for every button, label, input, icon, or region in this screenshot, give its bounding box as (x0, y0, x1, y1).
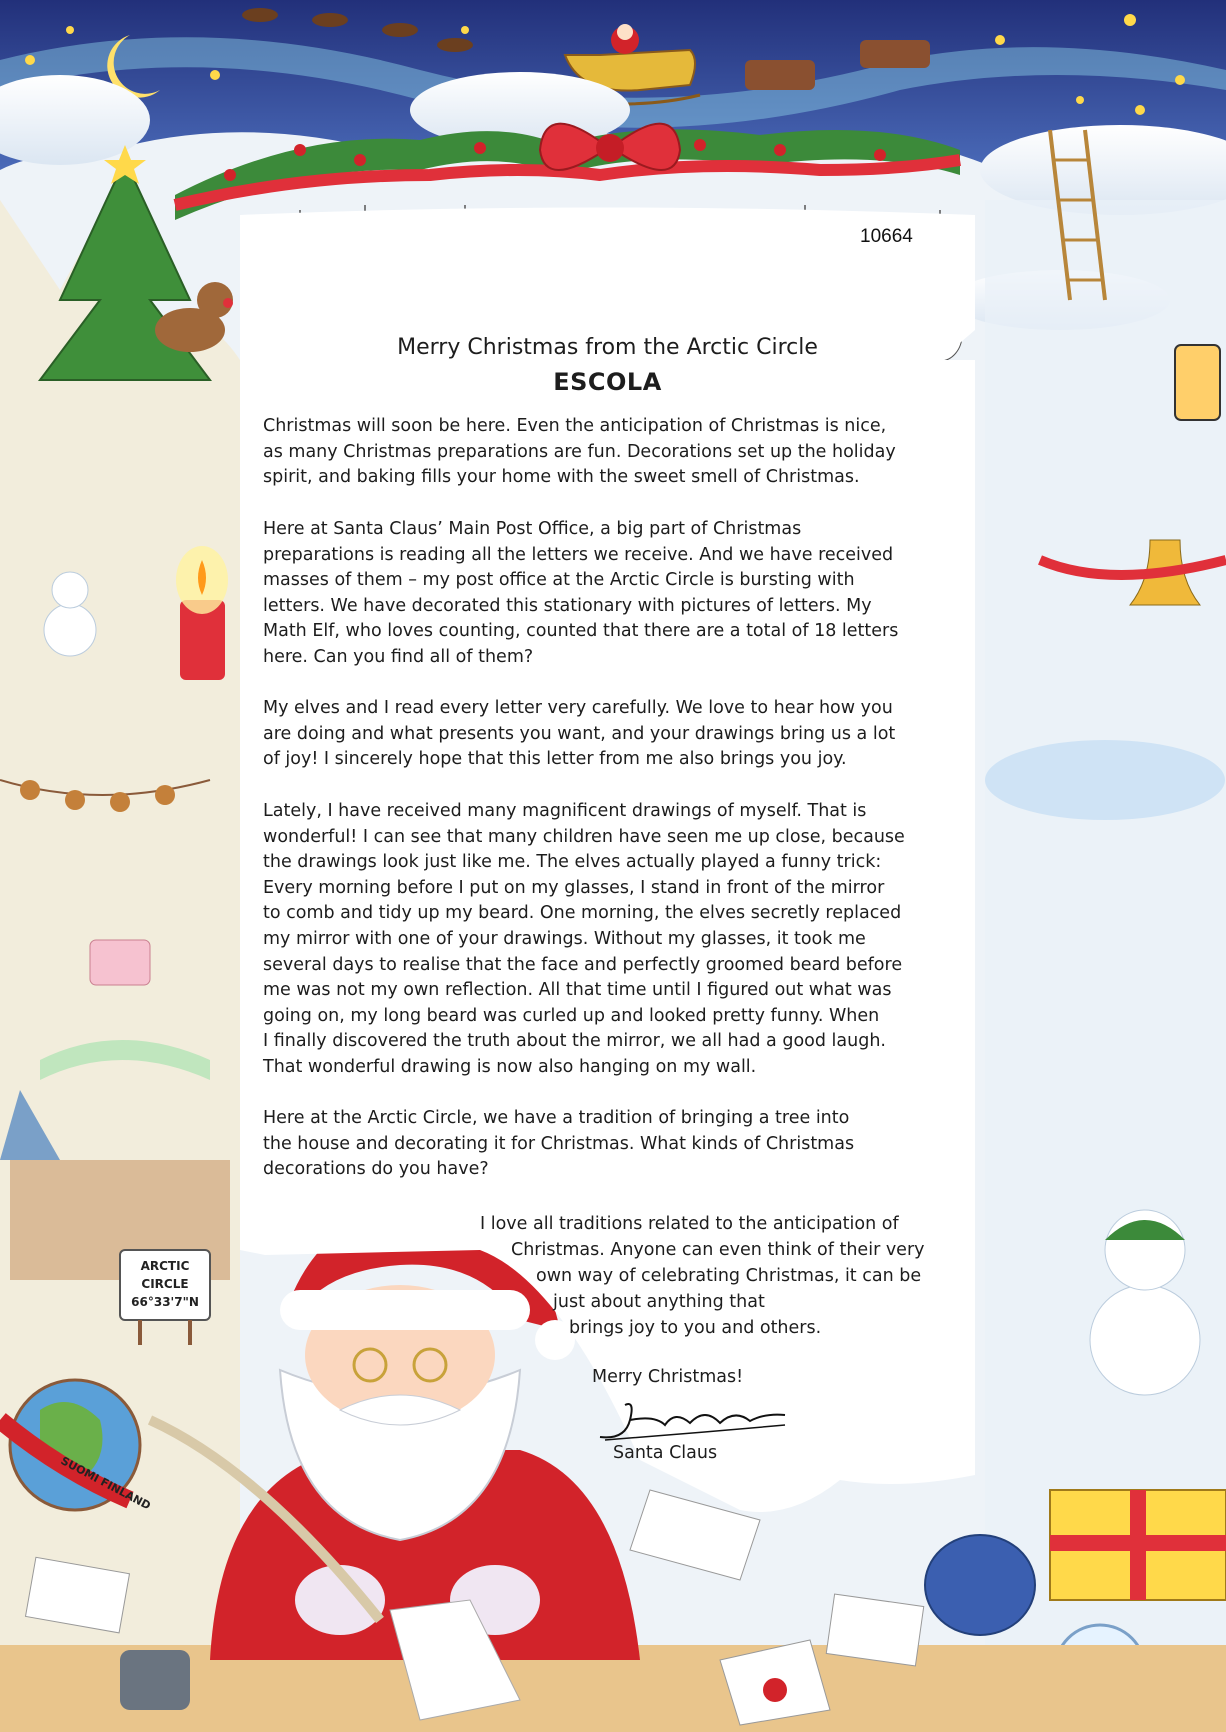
paragraph-line: Here at the Arctic Circle, we have a tradition of bringing a tree into (263, 1108, 850, 1128)
greeting: Merry Christmas! (592, 1367, 744, 1387)
signature-name: Santa Claus (613, 1443, 718, 1463)
paragraph-line: my mirror with one of your drawings. Without my glasses, it took me (263, 928, 866, 949)
santa-signature (595, 1395, 795, 1445)
paragraph-line: Lately, I have received many magnificent drawings of myself. That is (263, 801, 867, 821)
paragraph-line: decorations do you have? (263, 1159, 489, 1180)
paragraph-line: Here at Santa Claus’ Main Post Office, a big part of Christmas (263, 519, 802, 539)
paragraph-line: the house and decorating it for Christmas. What kinds of Christmas (263, 1133, 855, 1154)
serial-number: 10664 (860, 226, 913, 247)
paragraph-line: me was not my own reflection. All that time until I figured out what was (263, 980, 892, 1001)
paragraph-line: of joy! I sincerely hope that this letter from me also brings you joy. (263, 749, 847, 770)
closing-line: own way of celebrating Christmas, it can be (536, 1266, 922, 1286)
arctic-sign-line-2: CIRCLE (141, 1277, 189, 1291)
paragraph-line: I finally discovered the truth about the mirror, we all had a good laugh. (263, 1031, 886, 1052)
signature-script-text: Joulupukki (595, 1395, 601, 1396)
paragraph-line: going on, my long beard was curled up and looked pretty funny. When (263, 1005, 880, 1026)
paragraph-line: That wonderful drawing is now also hanging on my wall. (263, 1056, 757, 1077)
letter-paragraph-1 (263, 414, 973, 491)
closing-line: just about anything that (553, 1292, 765, 1312)
paragraph-line: here. Can you find all of them? (263, 646, 534, 667)
paragraph-line: wonderful! I can see that many children have seen me up close, because (263, 826, 905, 847)
paragraph-line: as many Christmas preparations are fun. Decorations set up the holiday (263, 441, 896, 462)
arctic-sign-line-3: 66°33'7"N (131, 1295, 199, 1309)
paragraph-line: My elves and I read every letter very carefully. We love to hear how you (263, 698, 893, 718)
letter-heading: Merry Christmas from the Arctic Circle (397, 335, 818, 360)
paragraph-line: preparations is reading all the letters we receive. And we have received (263, 544, 894, 565)
left-side-scenes (0, 145, 240, 1732)
paragraph-line: letters. We have decorated this stationary with pictures of letters. My (263, 595, 872, 616)
recipient-name: ESCOLA (553, 368, 662, 396)
paragraph-line: masses of them – my post office at the Arctic Circle is bursting with (263, 570, 855, 591)
letter-paragraph-5 (263, 1106, 973, 1183)
closing-line: I love all traditions related to the anticipation of (480, 1214, 899, 1234)
paragraph-line: Every morning before I put on my glasses, I stand in front of the mirror (263, 877, 885, 898)
letter-paragraph-3 (263, 696, 973, 773)
closing-line: Christmas. Anyone can even think of their very (511, 1240, 925, 1260)
paragraph-line: several days to realise that the face and perfectly groomed beard before (263, 954, 903, 975)
letter-paragraph-2 (263, 517, 973, 671)
paragraph-line: spirit, and baking fills your home with the sweet smell of Christmas. (263, 467, 860, 488)
paragraph-line: Christmas will soon be here. Even the anticipation of Christmas is nice, (263, 416, 887, 436)
paragraph-line: to comb and tidy up my beard. One morning, the elves secretly replaced (263, 903, 902, 924)
paragraph-line: the drawings look just like me. The elves actually played a funny trick: (263, 852, 882, 873)
globe-band-text: SUOMI FINLAND (58, 1454, 153, 1513)
closing-line: brings joy to you and others. (569, 1318, 822, 1338)
arctic-sign-line-1: ARCTIC (140, 1259, 190, 1273)
paragraph-line: Math Elf, who loves counting, counted that there are a total of 18 letters (263, 621, 899, 642)
letter-paragraph-4 (263, 799, 973, 1081)
paragraph-line: are doing and what presents you want, and your drawings bring us a lot (263, 723, 896, 744)
